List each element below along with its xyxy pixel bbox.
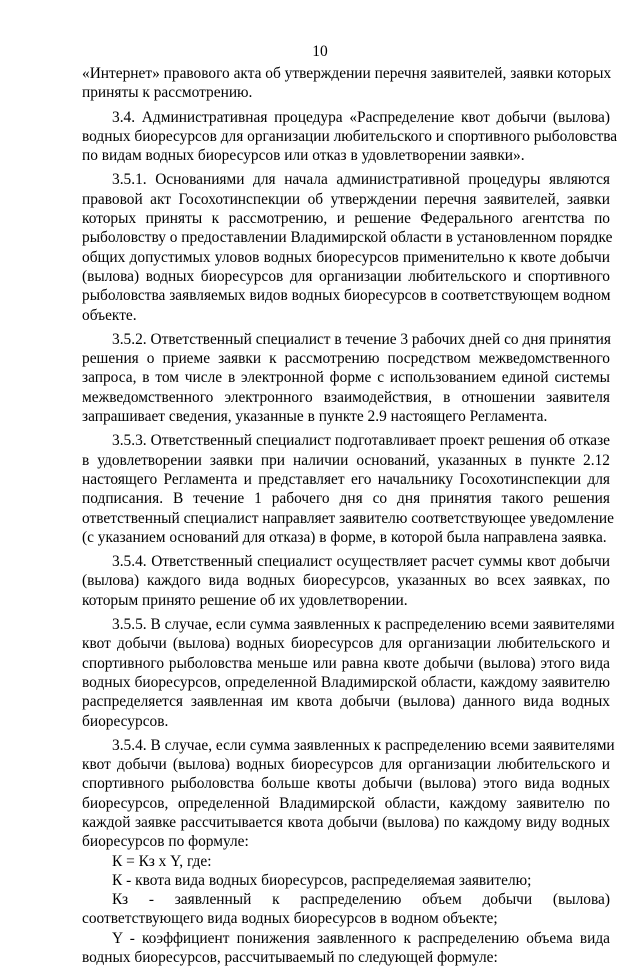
paragraph-p9 — [82, 871, 610, 890]
text-line: квот добычи (вылова) водных биоресурсов для организации любительского и — [82, 756, 610, 774]
text-line: которых приняты к рассмотрению, и решение Федерального агентства по — [82, 210, 610, 228]
paragraph-p6 — [82, 615, 615, 731]
text-line: подписания. В течение 1 рабочего дня со дня принятия такого решения — [82, 490, 610, 508]
paragraph-p11 — [82, 929, 610, 967]
paragraph-p3 — [82, 330, 610, 426]
text-line: правовой акт Госохотинспекции об утверждении перечня заявителей, заявки — [82, 190, 610, 208]
text-line: К - квота вида водных биоресурсов, распределяемая заявителю; — [112, 871, 532, 889]
paragraph-p4 — [82, 431, 614, 547]
text-line: в удовлетворении заявки при наличии оснований, указанных в пункте 2.12 — [82, 451, 610, 469]
text-line: запрашивает сведения, указанные в пункте 2.9 настоящего Регламента. — [82, 408, 548, 426]
text-line: каждой заявке рассчитывается квота добычи (вылова) по каждому виду водных — [82, 813, 610, 831]
text-line: 3.5.4. В случае, если сумма заявленных к распределению всеми заявителями — [112, 736, 615, 754]
text-line: рыболовству о предоставлении Владимирской области в установленном порядке — [82, 229, 613, 247]
text-line: (вылова) водных биоресурсов для организации любительского и спортивного — [82, 267, 610, 285]
text-line: соответствующего вида водных биоресурсов в водном объекте; — [82, 910, 498, 928]
paragraph-p10 — [82, 890, 610, 929]
paragraph-p0 — [82, 64, 610, 103]
text-line: запроса, в том числе в электронной форме с использованием единой системы — [82, 369, 610, 387]
text-line: квот добычи (вылова) водных биоресурсов для организации любительского и — [82, 635, 610, 653]
text-line: 3.5.4. Ответственный специалист осуществляет расчет суммы квот добычи — [112, 553, 610, 571]
text-line: Кз - заявленный к распределению объем добычи (вылова) — [112, 891, 610, 909]
text-line: спортивного рыболовства меньше или равна квоте добычи (вылова) этого вида — [82, 654, 610, 672]
text-line: межведомственного электронного взаимодействия, в отношении заявителя — [82, 388, 610, 406]
text-line: 3.5.2. Ответственный специалист в течение 3 рабочих дней со дня принятия — [112, 330, 611, 348]
text-line: биоресурсов, определенной Владимирской области, каждому заявителю по — [82, 794, 610, 812]
text-line: 3.5.3. Ответственный специалист подготавливает проект решения об отказе — [112, 432, 610, 450]
text-line: (с указанием оснований для отказа) в форме, в которой была направлена заявка. — [82, 528, 607, 546]
text-line: по видам водных биоресурсов или отказ в удовлетворении заявки». — [82, 147, 525, 165]
text-line: распределяется заявленная им квота добычи (вылова) данного вида водных — [82, 693, 610, 711]
text-line: К = Кз х Y, где: — [112, 852, 212, 870]
paragraph-p2 — [82, 170, 613, 324]
text-line: рыболовства заявляемых видов водных биоресурсов в соответствующем водном — [82, 287, 611, 305]
text-line: настоящего Регламента и представляет его начальнику Госохотинспекции для — [82, 470, 610, 488]
paragraph-p7 — [82, 736, 615, 852]
text-line: объекте. — [82, 306, 137, 324]
page-number: 10 — [312, 43, 328, 60]
text-line: 3.5.5. В случае, если сумма заявленных к распределению всеми заявителями — [112, 616, 615, 634]
text-line: 3.5.1. Основаниями для начала административной процедуры являются — [112, 171, 610, 189]
text-line: спортивного рыболовства больше квоты добычи (вылова) этого вида водных — [82, 775, 610, 793]
text-line: биоресурсов по формуле: — [82, 833, 249, 851]
paragraph-p1 — [82, 108, 618, 166]
text-line: 3.4. Административная процедура «Распределение квот добычи (вылова) — [112, 108, 610, 126]
paragraph-p8 — [82, 852, 610, 871]
text-line: решения о приеме заявки к рассмотрению посредством межведомственного — [82, 350, 610, 368]
text-line: биоресурсов. — [82, 712, 169, 730]
text-line: водных биоресурсов, определенной Владимирской области, каждому заявителю — [82, 673, 610, 691]
document-body — [82, 64, 618, 967]
text-line: Y - коэффициент понижения заявленного к распределению объема вида — [112, 929, 610, 947]
text-line: водных биоресурсов, рассчитываемый по следующей формуле: — [82, 949, 498, 967]
text-line: ответственный специалист направляет заявителю соответствующее уведомление — [82, 509, 614, 527]
text-line: которым принято решение об их удовлетворении. — [82, 591, 408, 609]
text-line: приняты к рассмотрению. — [82, 84, 253, 102]
text-line: водных биоресурсов для организации любительского и спортивного рыболовства — [82, 127, 618, 145]
paragraph-p5 — [82, 552, 610, 610]
text-line: «Интернет» правового акта об утверждении перечня заявителей, заявки которых — [82, 65, 612, 82]
text-line: (вылова) каждого вида водных биоресурсов, указанных во всех заявках, по — [82, 572, 610, 590]
text-line: общих допустимых уловов водных биоресурсов применительно к квоте добычи — [82, 248, 610, 266]
